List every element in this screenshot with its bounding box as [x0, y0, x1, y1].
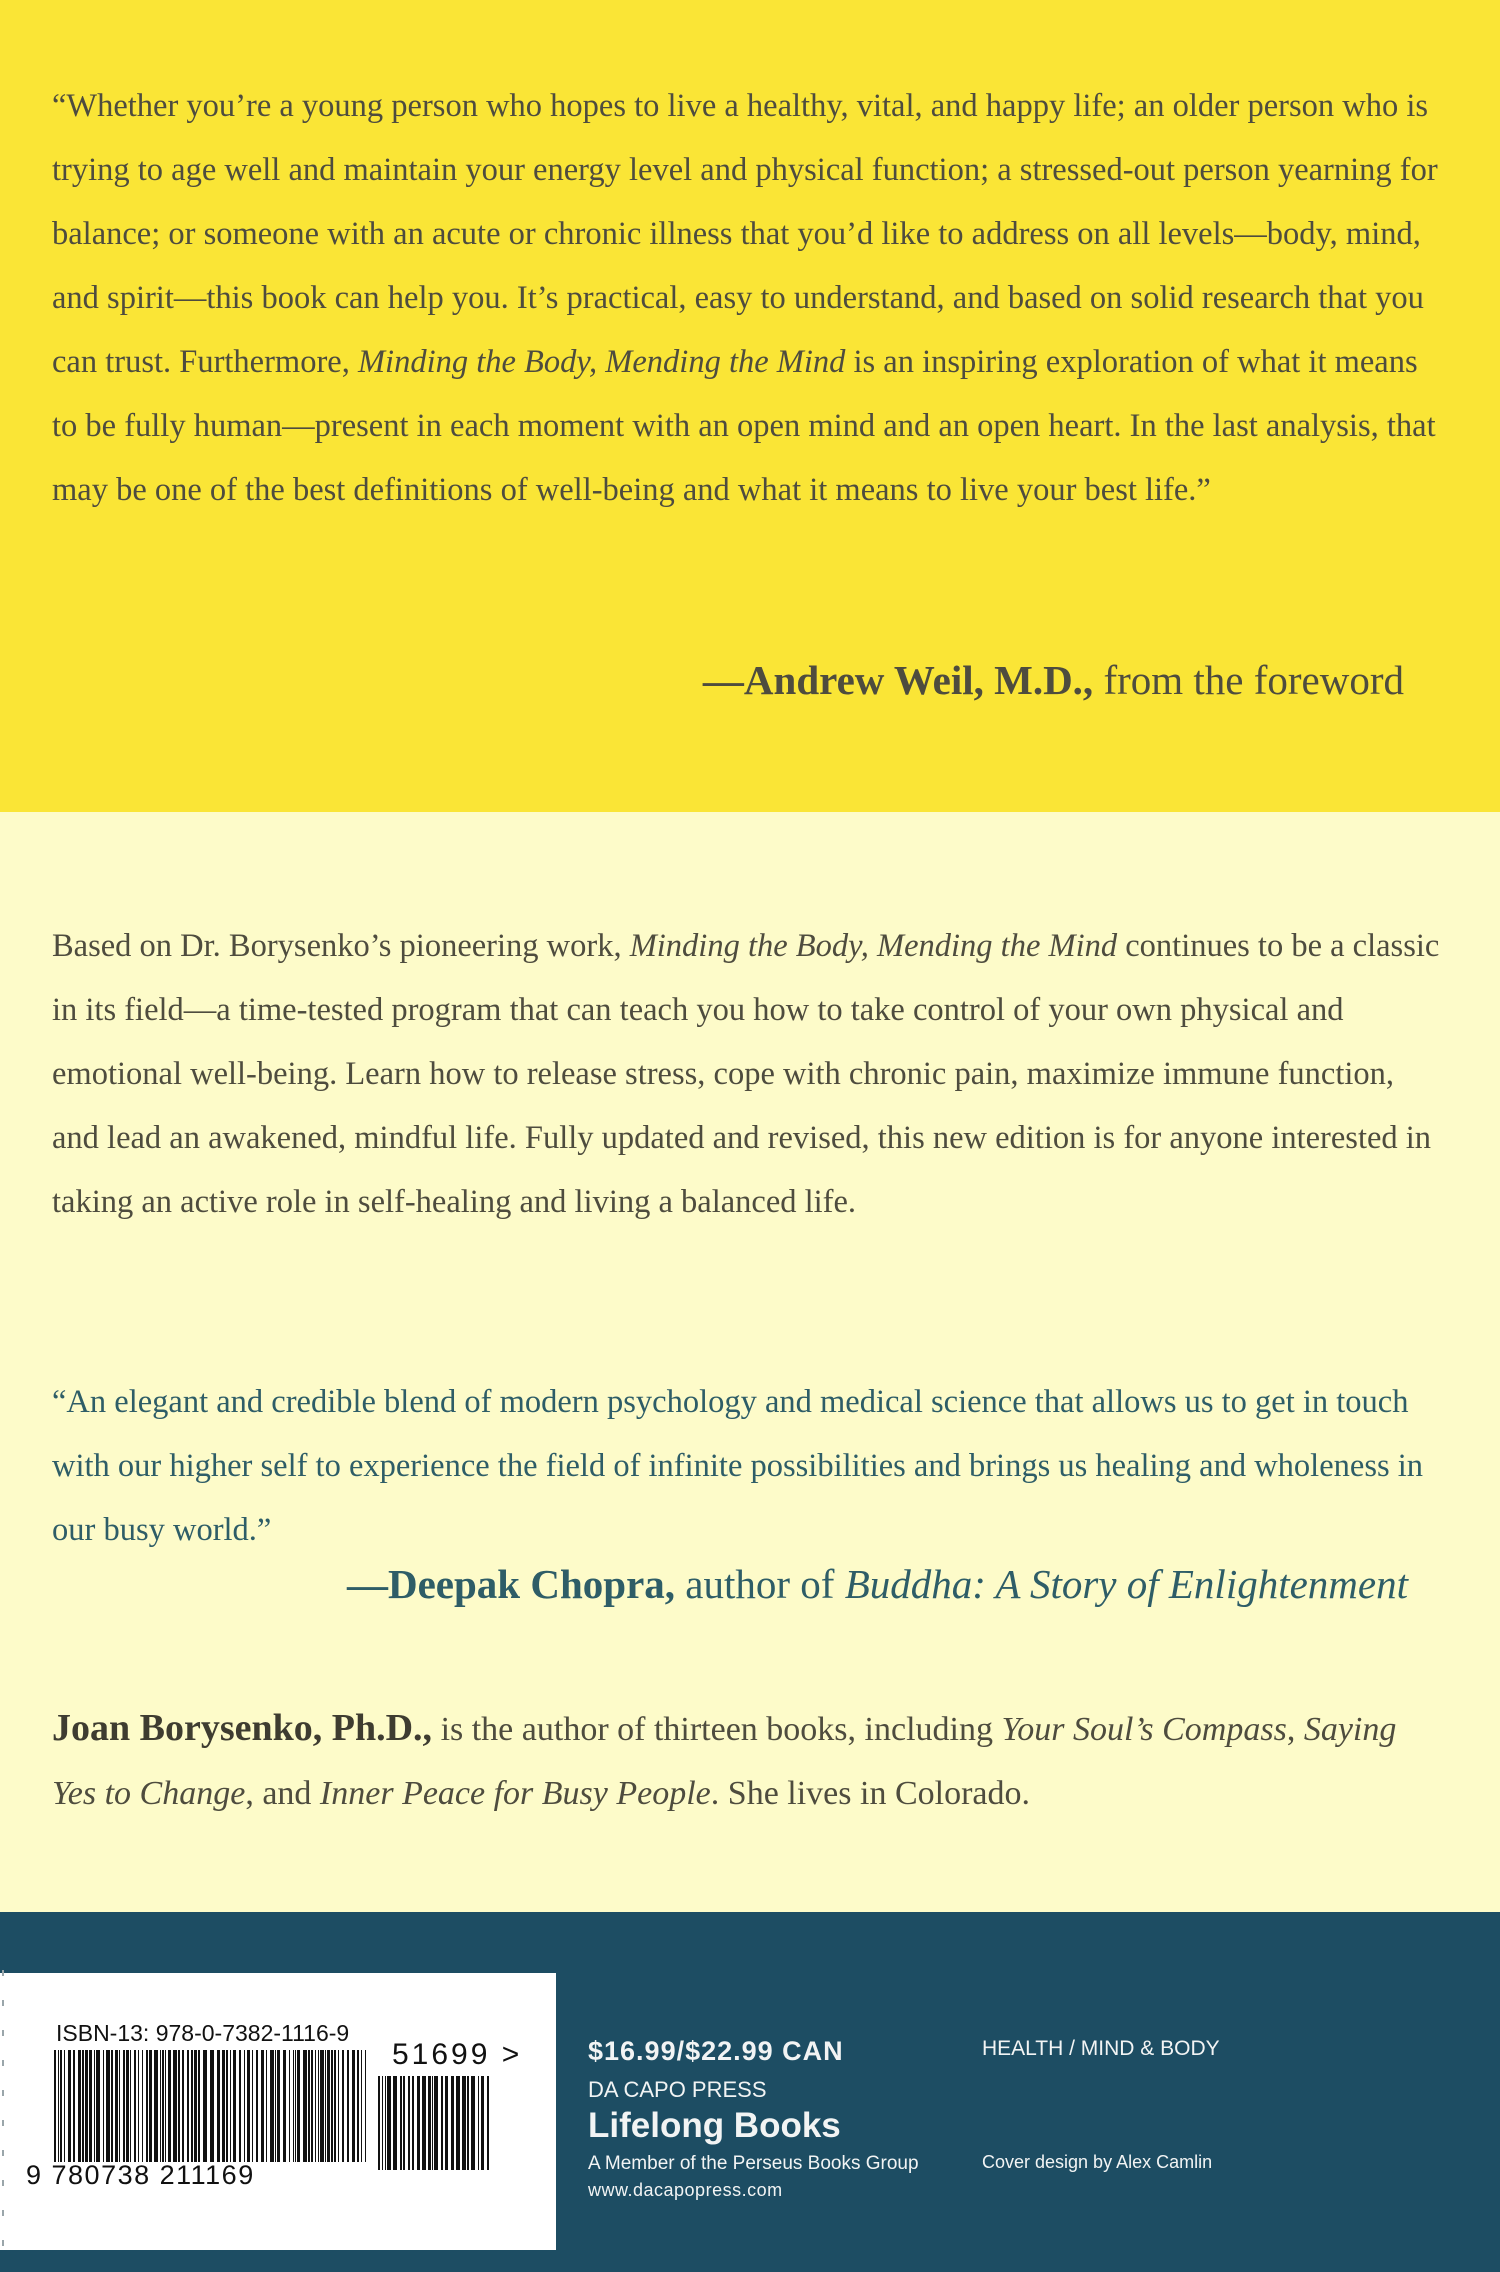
barcode-bar	[226, 2050, 228, 2162]
barcode-bar	[187, 2050, 189, 2162]
barcode-bar	[382, 2076, 383, 2170]
price: $16.99/$22.99 CAN	[588, 2036, 844, 2066]
barcode-bar	[58, 2050, 59, 2162]
barcode-bar	[168, 2050, 171, 2162]
barcode-bar	[173, 2050, 177, 2162]
supplement-number: 51699	[392, 2038, 491, 2071]
barcode-bar	[94, 2050, 95, 2162]
barcode-bar	[54, 2050, 56, 2162]
barcode-bar	[275, 2050, 276, 2162]
barcode-bar	[266, 2050, 267, 2162]
barcode-bar	[78, 2050, 81, 2162]
barcode-bar	[441, 2076, 443, 2170]
barcode-bar	[210, 2050, 214, 2162]
barcode-bar	[422, 2076, 426, 2170]
barcode-bar	[191, 2050, 193, 2162]
barcode-bar	[154, 2050, 158, 2162]
barcode-bar	[239, 2050, 241, 2162]
barcode-bar	[96, 2050, 100, 2162]
chopra-attribution-mid: author of	[675, 1561, 845, 1607]
barcode-bar	[68, 2050, 71, 2162]
author-book-1: Your Soul’s Compass	[1001, 1711, 1287, 1748]
barcode-bar	[342, 2050, 344, 2162]
barcode-bar	[478, 2076, 479, 2170]
cover-credit: Cover design by Alex Camlin	[982, 2152, 1213, 2172]
barcode-bar	[445, 2076, 448, 2170]
barcode-bar	[403, 2076, 405, 2170]
author-bio-text-2: . She lives in Colorado.	[710, 1775, 1030, 1812]
supplement-digits	[392, 2038, 522, 2072]
barcode-bar	[308, 2050, 310, 2162]
chopra-attribution-book: Buddha: A Story of Enlightenment	[844, 1561, 1408, 1607]
barcode-bar	[357, 2050, 359, 2162]
barcode-bar	[111, 2050, 113, 2162]
barcode-bar	[142, 2050, 143, 2162]
barcode-bar	[347, 2050, 349, 2162]
barcode-bar	[417, 2076, 420, 2170]
barcode-bar	[408, 2076, 410, 2170]
barcode-bar	[149, 2050, 152, 2162]
barcode-bar	[334, 2050, 336, 2162]
description-book-title: Minding the Body, Mending the Mind	[629, 928, 1118, 964]
imprint: Lifelong Books	[588, 2106, 841, 2145]
weil-quote-book-title: Minding the Body, Mending the Mind	[357, 344, 846, 380]
barcode-bar	[130, 2050, 131, 2162]
barcode-bar	[352, 2050, 355, 2162]
barcode-bar	[331, 2050, 333, 2162]
author-bio	[52, 1696, 1447, 1826]
weil-attribution-name: —Andrew Weil, M.D.,	[702, 657, 1094, 703]
weil-quote	[52, 74, 1447, 522]
barcode-bar	[252, 2050, 253, 2162]
chopra-attribution	[108, 1560, 1408, 1608]
weil-attribution	[204, 656, 1404, 704]
barcode-bar	[178, 2050, 180, 2162]
barcode-bar	[462, 2076, 466, 2170]
barcode-bar	[256, 2050, 258, 2162]
chopra-attribution-name: —Deepak Chopra,	[347, 1561, 676, 1607]
barcode-bar	[244, 2050, 245, 2162]
barcode-bar	[365, 2050, 366, 2162]
barcode-bar	[119, 2050, 120, 2162]
barcode-bar	[73, 2050, 75, 2162]
barcode-bar	[203, 2050, 207, 2162]
weil-quote-text-end: is an inspiring exploration of what it means to be fully human—present in each moment with an open mind and an open heart. In the last analysis, that may be one of the best definitions of well-being and what it means to live your best life.”	[52, 344, 1436, 508]
barcode-bar	[385, 2076, 386, 2170]
barcode-bar	[230, 2050, 231, 2162]
isbn-text: ISBN-13: 978-0-7382-1116-9	[56, 2020, 350, 2046]
barcode-bar	[126, 2050, 129, 2162]
weil-attribution-source: from the foreword	[1093, 657, 1404, 703]
barcode-bar	[293, 2050, 294, 2162]
barcode-bar	[162, 2050, 164, 2162]
author-book-3: Inner Peace for Busy People	[319, 1775, 711, 1812]
barcode-bar	[338, 2050, 339, 2162]
category: HEALTH / MIND & BODY	[982, 2037, 1220, 2060]
barcode-bar	[432, 2076, 433, 2170]
book-description	[52, 914, 1447, 1234]
barcode-bar	[320, 2050, 324, 2162]
left-edge-marks	[0, 1960, 10, 2260]
weil-quote-text: “Whether you’re a young person who hopes to live a healthy, vital, and happy life; an older person who is trying to age well and maintain your energy level and physical function; a stressed-out person yearning for balance; or someone with an acute or chronic illness that you’d like to address on all levels—body, mind, and spirit—this book can help you. It’s practical, easy to understand, and based on solid research that you can trust. Furthermore,	[52, 88, 1438, 380]
description-text-end: continues to be a classic in its field—a time-tested program that can teach you how to take control of your own physical and emotional well-being. Learn how to release stress, cope with chronic pain, maximize immune function, and lead an awakened, mindful life. Fully updated and revised, this new edition is for anyone interested in taking an active role in self-healing and living a balanced life.	[52, 928, 1440, 1220]
barcode-bar	[481, 2076, 484, 2170]
chopra-quote-text: “An elegant and credible blend of modern psychology and medical science that allows us to get in touch with our higher self to experience the field of infinite possibilities and brings us healing and wholeness in our busy world.”	[52, 1384, 1424, 1548]
website: www.dacapopress.com	[588, 2180, 783, 2200]
barcode-bar	[283, 2050, 286, 2162]
barcode-bar	[261, 2050, 264, 2162]
barcode-bar	[160, 2050, 161, 2162]
barcode-bar	[222, 2050, 225, 2162]
barcode-bar	[361, 2050, 362, 2162]
barcode-bar	[467, 2076, 469, 2170]
barcode-bar	[233, 2050, 236, 2162]
barcode-bar	[123, 2050, 125, 2162]
author-bio-sep-2: , and	[245, 1775, 320, 1812]
barcode-bar	[60, 2050, 62, 2162]
supplement-marker: >	[501, 2038, 523, 2071]
barcode-bar	[289, 2050, 290, 2162]
barcode-bar	[115, 2050, 118, 2162]
barcode-bar	[182, 2050, 184, 2162]
barcode-bar	[412, 2076, 414, 2170]
price-supplement-barcode	[376, 2076, 494, 2170]
author-bio-text-1: is the author of thirteen books, including	[432, 1711, 1002, 1748]
barcode-bar	[194, 2050, 197, 2162]
publisher: DA CAPO PRESS	[588, 2077, 767, 2102]
barcode-bar	[217, 2050, 220, 2162]
barcode-bar	[297, 2050, 300, 2162]
barcode-bar	[387, 2076, 391, 2170]
barcode-bar	[138, 2050, 139, 2162]
barcode-bar	[487, 2076, 489, 2170]
barcode-bar	[318, 2050, 319, 2162]
barcode-bar	[103, 2050, 104, 2162]
barcode-bar	[471, 2076, 475, 2170]
description-text-start: Based on Dr. Borysenko’s pioneering work,	[52, 928, 630, 964]
barcode-bar	[325, 2050, 326, 2162]
chopra-quote	[52, 1370, 1447, 1562]
barcode-bar	[270, 2050, 274, 2162]
barcode-bar	[146, 2050, 148, 2162]
barcode-bar	[247, 2050, 250, 2162]
barcode-bar	[303, 2050, 307, 2162]
barcode-bar	[295, 2050, 296, 2162]
barcode-bar	[89, 2050, 92, 2162]
author-book-2: Saying Yes to Change	[52, 1711, 1397, 1812]
barcode-bar	[277, 2050, 280, 2162]
barcode-bar	[106, 2050, 110, 2162]
barcode-bar	[311, 2050, 313, 2162]
barcode-bar	[456, 2076, 460, 2170]
barcode-bar	[428, 2076, 431, 2170]
barcode-bar	[64, 2050, 65, 2162]
barcode-bar	[85, 2050, 88, 2162]
barcode-bar	[134, 2050, 136, 2162]
barcode-bar	[434, 2076, 438, 2170]
barcode-bar	[393, 2076, 397, 2170]
barcode-bar	[327, 2050, 330, 2162]
publisher-member: A Member of the Perseus Books Group	[588, 2153, 919, 2174]
barcode-bar	[378, 2076, 380, 2170]
author-bio-sep-1: ,	[1286, 1711, 1304, 1748]
barcode-bar	[165, 2050, 166, 2162]
barcode-bar	[400, 2076, 402, 2170]
barcode-bar	[315, 2050, 316, 2162]
barcode-bar	[451, 2076, 454, 2170]
author-name: Joan Borysenko, Ph.D.,	[52, 1707, 433, 1749]
barcode-bar	[198, 2050, 200, 2162]
barcode-bar	[82, 2050, 84, 2162]
barcode-digits: 9 780738 211169	[26, 2160, 255, 2190]
